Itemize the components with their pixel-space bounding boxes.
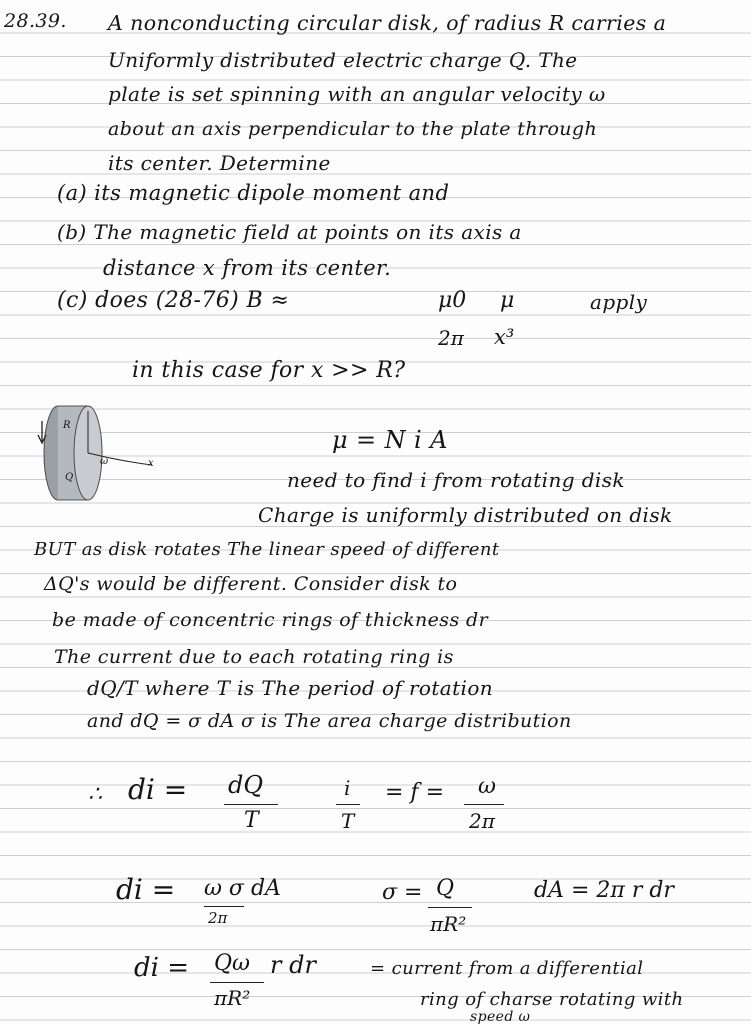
eq4-fraction-bar — [428, 907, 472, 908]
solution-line: BUT as disk rotates The linear speed of different — [34, 539, 500, 560]
rotating-disk-figure — [30, 403, 165, 503]
figure-label-r: R — [63, 420, 71, 431]
eq3-lhs: di = — [116, 873, 176, 906]
eq6-lhs: di = — [134, 953, 190, 983]
disk-diagram — [30, 403, 165, 503]
mu0-numerator: μ0 — [438, 288, 467, 313]
solution-line: ΔQ's would be different. Consider disk to — [44, 573, 458, 595]
figure-label-x: x — [148, 458, 154, 469]
solution-line: need to find i from rotating disk — [287, 468, 625, 492]
solution-line: dQ/T where T is The period of rotation — [87, 676, 494, 700]
eq6-rdr: r dr — [270, 951, 316, 979]
x-cubed-denominator: x³ — [494, 325, 515, 349]
problem-number: 28.39. — [4, 10, 67, 32]
eq1-fraction-bar — [224, 804, 278, 805]
solution-line: The current due to each rotating ring is — [54, 646, 454, 668]
problem-line: Uniformly distributed electric charge Q. The — [108, 48, 578, 72]
eq5-area-element: dA = 2π r dr — [534, 878, 674, 903]
problem-line: A nonconducting circular disk, of radius R carries a — [108, 11, 667, 35]
eq2-right-denominator: 2π — [469, 809, 495, 833]
eq1-lhs: di = — [128, 773, 188, 806]
two-pi-denominator: 2π — [438, 326, 464, 350]
eq6-description: speed ω — [470, 1009, 531, 1024]
eq2-fraction-bar — [336, 804, 360, 805]
eq1-denominator: T — [244, 808, 259, 833]
apply-word: apply — [590, 290, 648, 314]
eq6-fraction-bar — [210, 982, 264, 983]
eq2-denominator: T — [341, 809, 355, 833]
eq6-numerator: Qω — [214, 951, 250, 976]
solution-line: Charge is uniformly distributed on disk — [258, 503, 673, 527]
eq2-right-fraction-bar — [464, 804, 504, 805]
eq3-numerator: ω σ dA — [204, 876, 281, 901]
eq2-right-numerator: ω — [478, 774, 496, 799]
problem-line: its center. Determine — [108, 151, 331, 175]
problem-part-a: (a) its magnetic dipole moment and — [57, 181, 450, 205]
problem-line: about an axis perpendicular to the plate through — [108, 118, 598, 140]
eq4-denominator: πR² — [430, 912, 467, 936]
eq4-lhs: σ = — [382, 880, 423, 905]
problem-line: plate is set spinning with an angular velocity ω — [108, 82, 606, 106]
eq3-fraction-bar — [204, 906, 244, 907]
figure-label-omega: ω — [100, 456, 109, 467]
problem-part-b: (b) The magnetic field at points on its axis a — [57, 220, 522, 244]
problem-part-c: (c) does (28-76) B ≈ — [57, 288, 290, 313]
eq6-description: ring of charse rotating with — [420, 989, 684, 1010]
dipole-formula: μ = N i A — [332, 426, 448, 454]
eq6-denominator: πR² — [214, 986, 251, 1010]
eq1-numerator: dQ — [228, 771, 264, 799]
eq6-description: = current from a differential — [370, 958, 644, 979]
solution-line: and dQ = σ dA σ is The area charge distribution — [87, 710, 572, 732]
therefore-symbol: ∴ — [88, 782, 102, 807]
mu-numerator: μ — [500, 288, 515, 313]
eq2-numerator: i — [344, 776, 351, 800]
figure-label-q: Q — [65, 472, 74, 483]
problem-line: distance x from its center. — [103, 256, 392, 280]
eq3-denominator: 2π — [208, 909, 228, 927]
eq2-middle: = f = — [385, 780, 444, 805]
eq4-numerator: Q — [436, 876, 455, 901]
solution-line: be made of concentric rings of thickness dr — [52, 609, 489, 631]
question-end: in this case for x >> R? — [132, 358, 406, 383]
